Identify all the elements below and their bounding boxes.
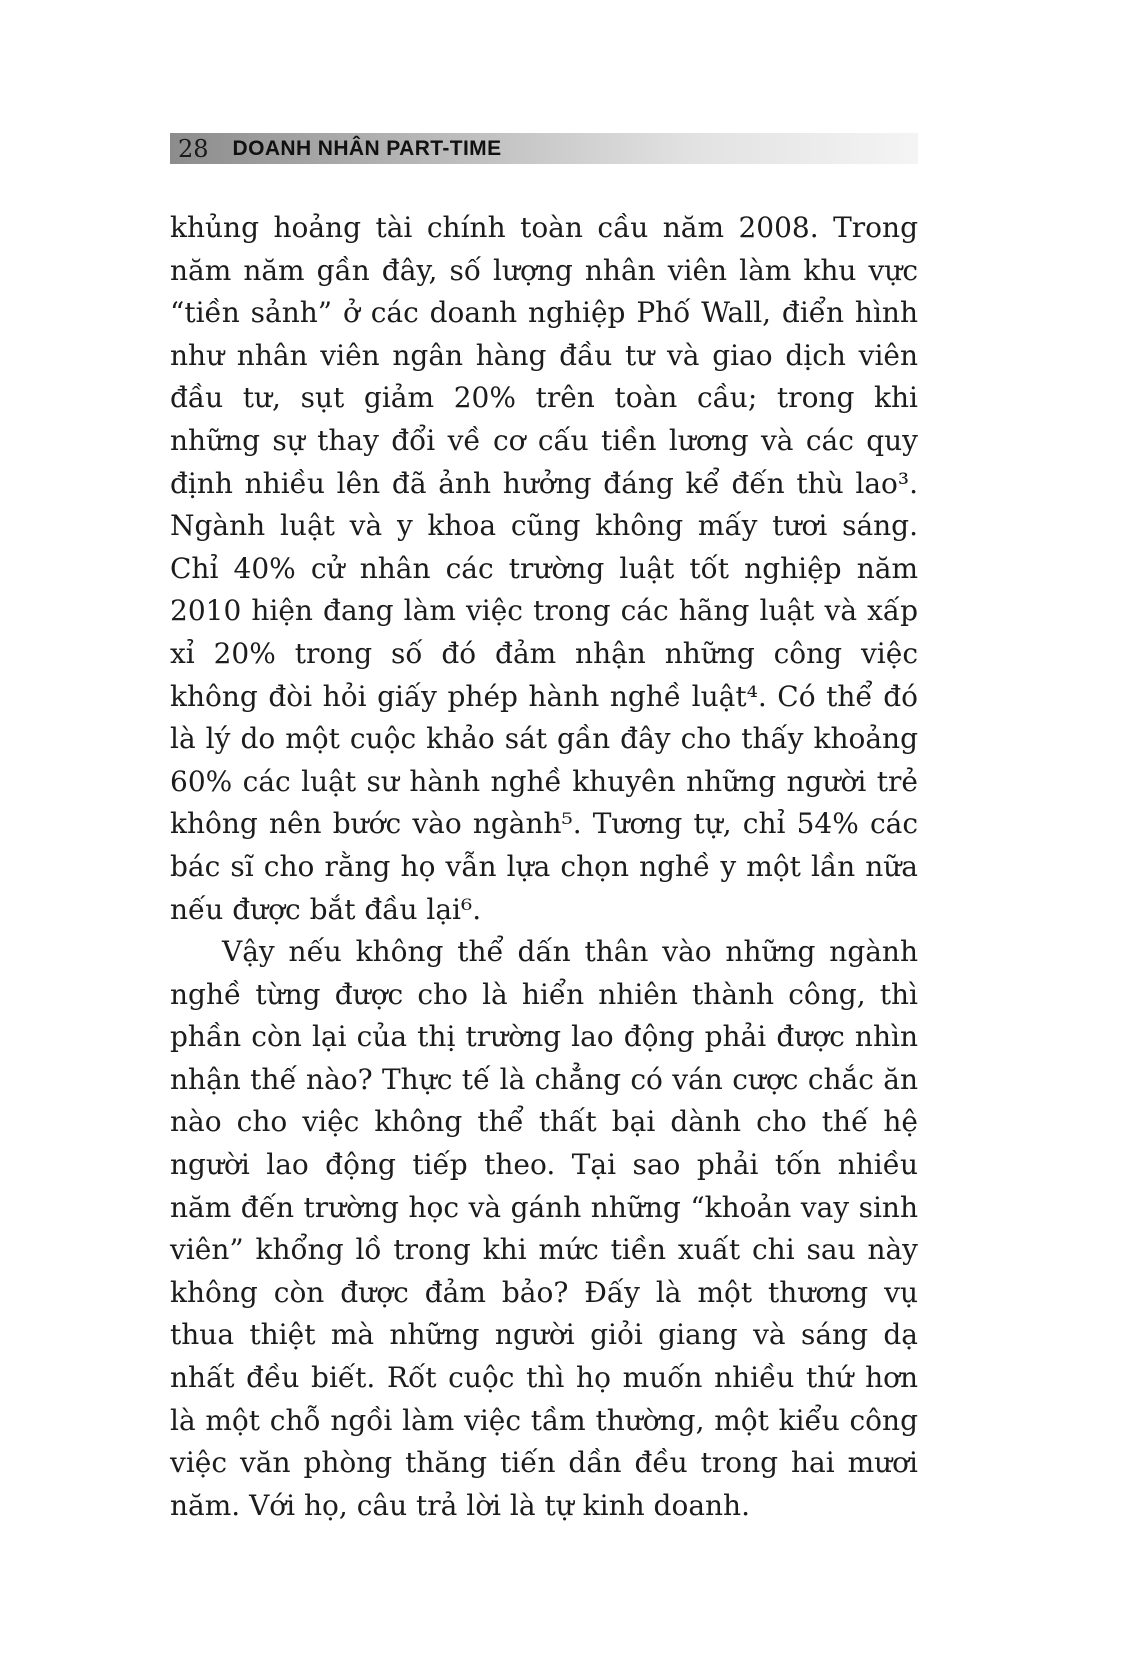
- paragraph-continuation: khủng hoảng tài chính toàn cầu năm 2008. Trong năm năm gần đây, số lượng nhân viên làm khu vực “tiền sảnh” ở các doanh nghiệp Phố Wall, điển hình như nhân viên ngân hàng đầu tư và giao dịch viên đầu tư, sụt giảm 20% trên toàn cầu; trong khi những sự thay đổi về cơ cấu tiền lương và các quy định nhiều lên đã ảnh hưởng đáng kể đến thù lao³. Ngành luật và y khoa cũng không mấy tươi sáng. Chỉ 40% cử nhân các trường luật tốt nghiệp năm 2010 hiện đang làm việc trong các hãng luật và xấp xỉ 20% trong số đó đảm nhận những công việc không đòi hỏi giấy phép hành nghề luật⁴. Có thể đó là lý do một cuộc khảo sát gần đây cho thấy khoảng 60% các luật sư hành nghề khuyên những người trẻ không nên bước vào ngành⁵. Tương tự, chỉ 54% các bác sĩ cho rằng họ vẫn lựa chọn nghề y một lần nữa nếu được bắt đầu lại⁶.: [170, 211, 918, 926]
- page-header: [170, 133, 918, 164]
- page-number: 28: [178, 134, 209, 163]
- running-title: DOANH NHÂN PART-TIME: [232, 137, 502, 160]
- body-text: [170, 207, 918, 1527]
- paragraph-2: Vậy nếu không thể dấn thân vào những ngành nghề từng được cho là hiển nhiên thành công, thì phần còn lại của thị trường lao động phải được nhìn nhận thế nào? Thực tế là chẳng có ván cược chắc ăn nào cho việc không thể thất bại dành cho thế hệ người lao động tiếp theo. Tại sao phải tốn nhiều năm đến trường học và gánh những “khoản vay sinh viên” khổng lồ trong khi mức tiền xuất chi sau này không còn được đảm bảo? Đấy là một thương vụ thua thiệt mà những người giỏi giang và sáng dạ nhất đều biết. Rốt cuộc thì họ muốn nhiều thứ hơn là một chỗ ngồi làm việc tầm thường, một kiểu công việc văn phòng thăng tiến dần đều trong hai mươi năm. Với họ, câu trả lời là tự kinh doanh.: [170, 935, 918, 1522]
